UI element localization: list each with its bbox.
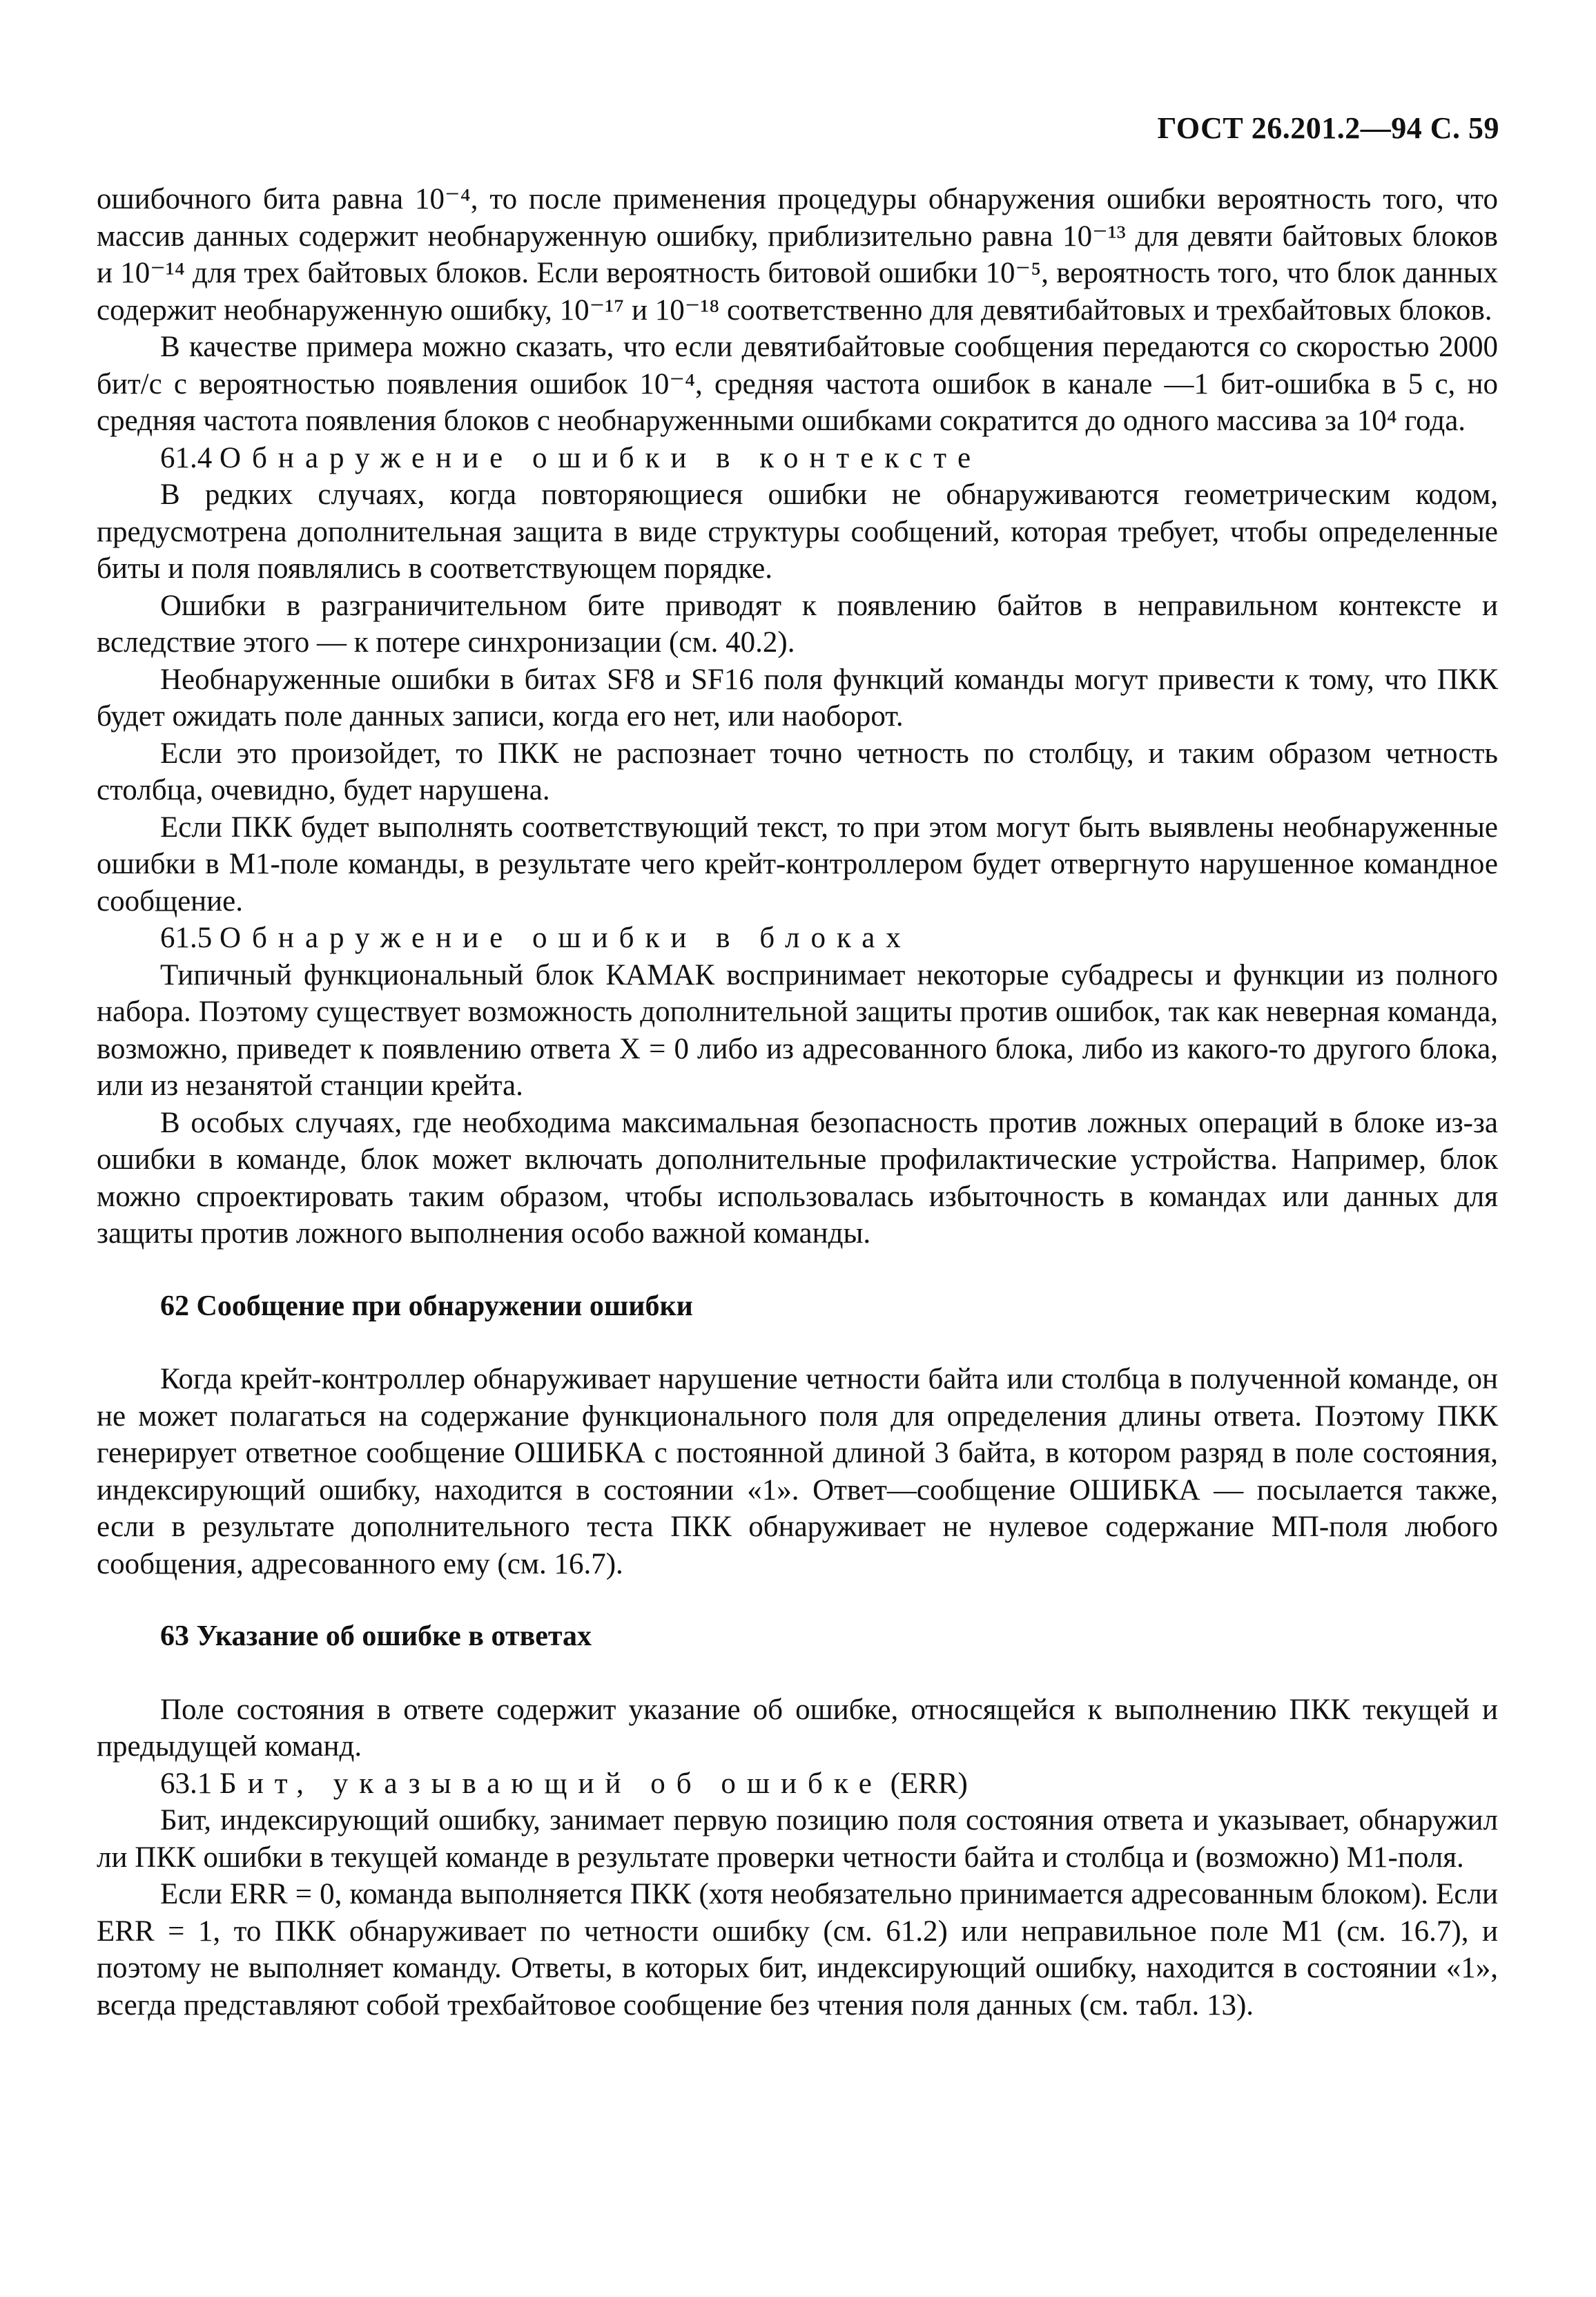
subsection-title: Обнаружение ошибки в блоках [220,922,912,954]
section-62-heading: 62 Сообщение при обнаружении ошибки [160,1290,693,1322]
subsection-title: Обнаружение ошибки в контексте [220,441,982,474]
page-header: ГОСТ 26.201.2—94 С. 59 [1157,111,1499,145]
paragraph-example: В качестве примера можно сказать, что если девятибайтовые сообщения передаются со скоростью 2000 бит/с с вероятностью появления ошибок 10⁻⁴, средняя частота ошибок в канале —1 бит-ошибка в 5 с, но средняя частота появления блоков с необнаруженными ошибками сократится до одного массива за 10⁴ года. [97,331,1498,437]
document-body [97,181,1498,2024]
subsection-number: 61.5 [160,922,213,954]
paragraph: Когда крейт-контроллер обнаруживает нарушение четности байта или столбца в полученной команде, он не может полагаться на содержание функционального поля для определения длины ответа. Поэтому ПКК генерирует ответное сообщение ОШИБКА с постоянной длиной 3 байта, в котором разряд в поле состояния, индексирующий ошибку, находится в состоянии «1». Ответ—сообщение ОШИБКА — посылается также, если в результате дополнительного теста ПКК обнаруживает не нулевое содержание МП-поля любого сообщения, адресованного ему (см. 16.7). [97,1363,1498,1580]
subsection-61-5-heading [97,920,1498,957]
paragraph: Ошибки в разграничительном бите приводят к появлению байтов в неправильном контексте и вследствие этого — к потере синхронизации (см. 40.2). [97,589,1498,659]
paragraph: Если это произойдет, то ПКК не распознает точно четность по столбцу, и таким образом четность столбца, очевидно, будет нарушена. [97,737,1498,806]
subsection-number: 61.4 [160,441,213,474]
paragraph: Бит, индексирующий ошибку, занимает первую позицию поля состояния ответа и указывает, обнаружил ли ПКК ошибки в текущей команде в результате проверки четности байта и столбца и (возможно) М1-поля. [97,1804,1498,1874]
paragraph: Если ERR = 0, команда выполняется ПКК (хотя необязательно принимается адресованным блоком). Если ERR = 1, то ПКК обнаруживает по четности ошибку (см. 61.2) или неправильное поле М1 (см. 16.7), и поэтому не выполняет команду. Ответы, в которых бит, индексирующий ошибку, находится в состоянии «1», всегда представляют собой трехбайтовое сообщение без чтения поля данных (см. табл. 13). [97,1878,1498,2022]
subsection-title: Бит, указывающий об ошибке [220,1767,883,1800]
paragraph: В особых случаях, где необходима максимальная безопасность против ложных операций в блоке из-за ошибки в команде, блок может включать дополнительные профилактические устройства. Например, блок можно спроектировать таким образом, чтобы использовалась избыточность в командах или данных для защиты против ложного выполнения особо важной команды. [97,1106,1498,1250]
subsection-abbreviation: (ERR) [890,1767,968,1800]
subsection-63-1-heading [97,1765,1498,1803]
paragraph: Поле состояния в ответе содержит указание об ошибке, относящейся к выполнению ПКК текущей и предыдущей команд. [97,1693,1498,1763]
subsection-61-4-heading [97,440,1498,477]
paragraph-continuation: ошибочного бита равна 10⁻⁴, то после применения процедуры обнаружения ошибки вероятность того, что массив данных содержит необнаруженную ошибку, приблизительно равна 10⁻¹³ для девяти байтовых блоков и 10⁻¹⁴ для трех байтовых блоков. Если вероятность битовой ошибки 10⁻⁵, вероятность того, что блок данных содержит необнаруженную ошибку, 10⁻¹⁷ и 10⁻¹⁸ соответственно для девятибайтовых и трехбайтовых блоков. [97,183,1498,327]
paragraph: Необнаруженные ошибки в битах SF8 и SF16 поля функций команды могут привести к тому, что ПКК будет ожидать поле данных записи, когда его нет, или наоборот. [97,663,1498,733]
subsection-number: 63.1 [160,1767,213,1800]
paragraph: Если ПКК будет выполнять соответствующий текст, то при этом могут быть выявлены необнаруженные ошибки в М1-поле команды, в результате чего крейт-контроллером будет отвергнуто нарушенное командное сообщение. [97,811,1498,918]
paragraph: В редких случаях, когда повторяющиеся ошибки не обнаруживаются геометрическим кодом, предусмотрена дополнительная защита в виде структуры сообщений, которая требует, чтобы определенные биты и поля появлялись в соответствующем порядке. [97,478,1498,585]
section-63-heading: 63 Указание об ошибке в ответах [160,1620,592,1652]
paragraph: Типичный функциональный блок КАМАК воспринимает некоторые субадресы и функции из полного набора. Поэтому существует возможность дополнительной защиты против ошибок, так как неверная команда, возможно, приведет к появлению ответа X = 0 либо из адресованного блока, либо из какого-то другого блока, или из незанятой станции крейта. [97,958,1498,1102]
